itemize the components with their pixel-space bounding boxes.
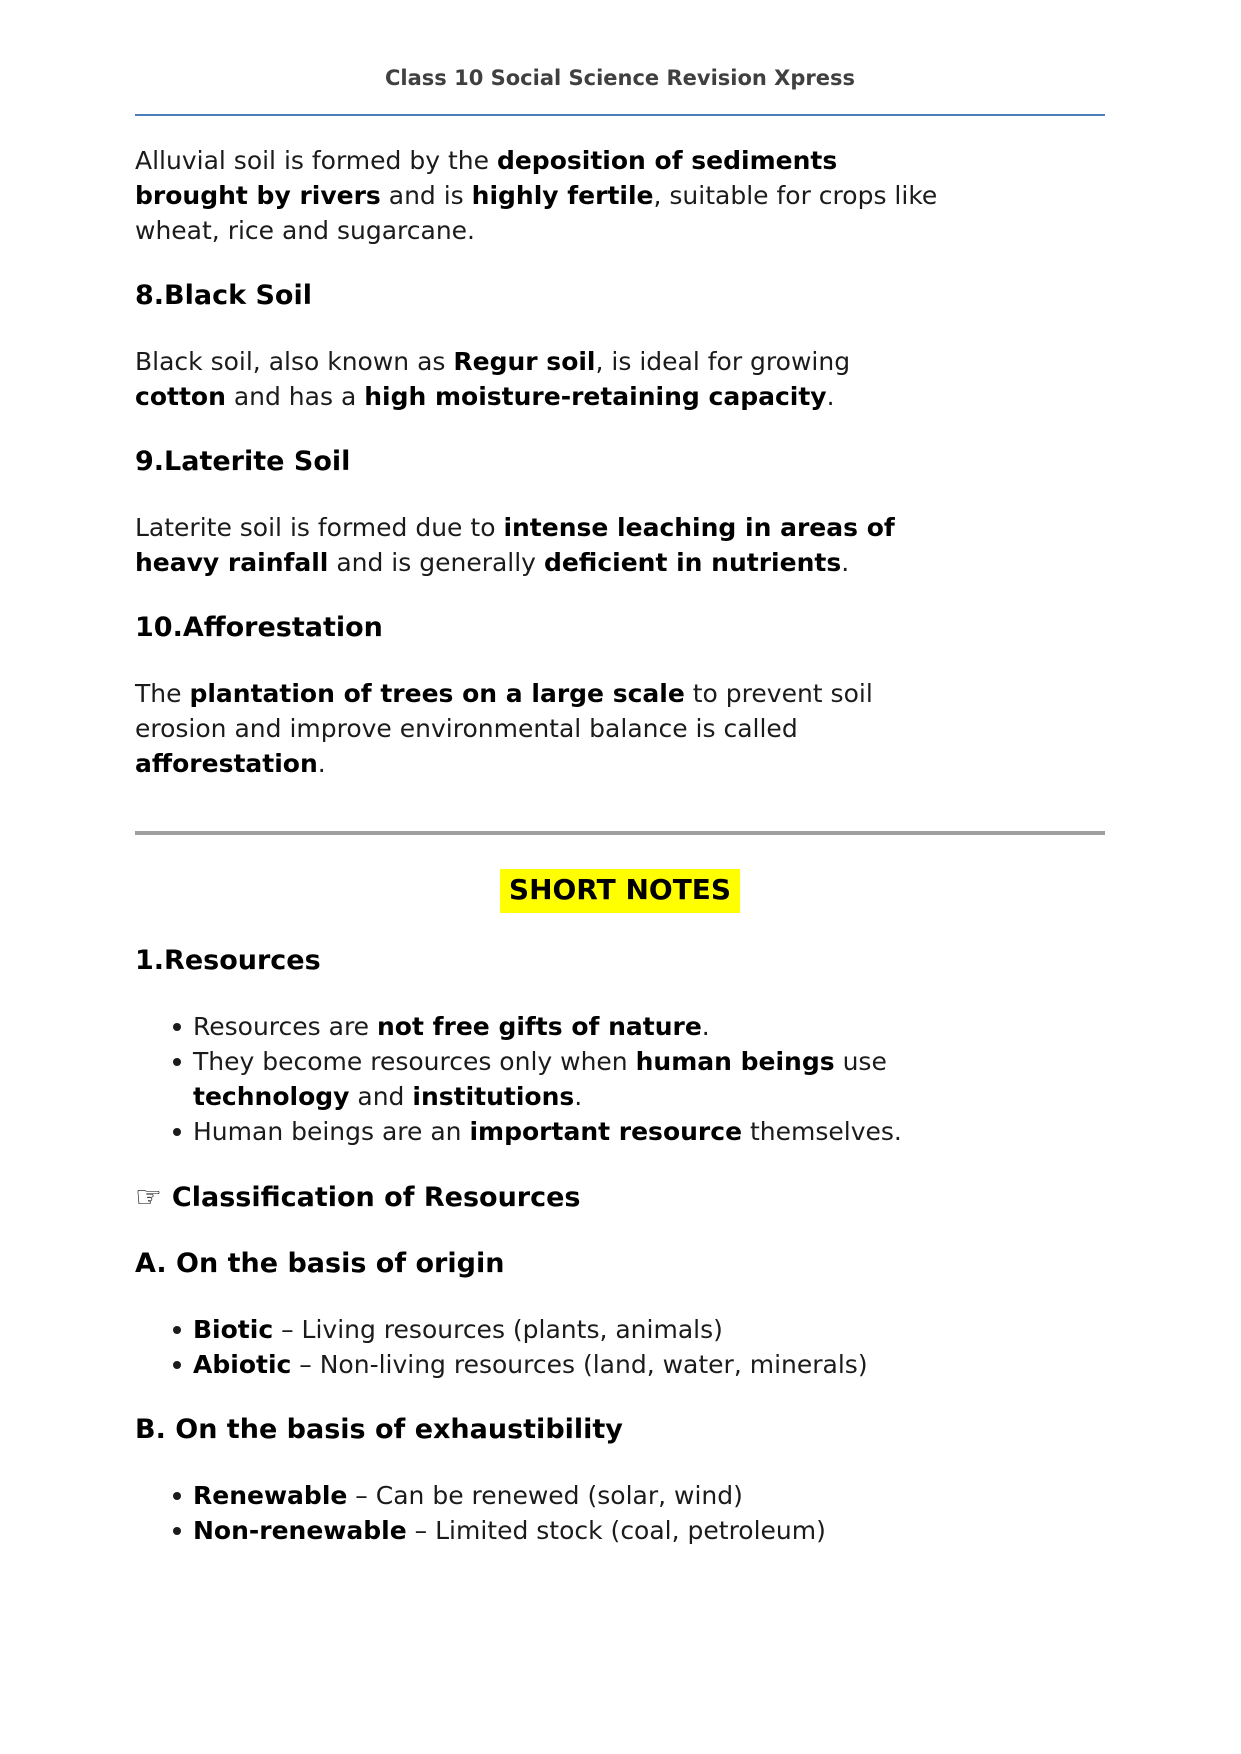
page-header-title: Class 10 Social Science Revision Xpress <box>385 66 855 90</box>
paragraph-afforestation: The plantation of trees on a large scale to prevent soil erosion and improve environmental balance is called afforestation. <box>135 679 873 778</box>
heading-laterite-soil: 9.Laterite Soil <box>135 446 351 477</box>
section-divider <box>135 831 1105 835</box>
bullet-item: Non-renewable – Limited stock (coal, petroleum) <box>135 1513 1105 1548</box>
heading-basis-of-exhaustibility: B. On the basis of exhaustibility <box>135 1414 623 1445</box>
pointing-hand-icon: ☞ <box>135 1180 162 1215</box>
origin-bullet-list <box>135 1312 1105 1382</box>
bullet-item: They become resources only when human beings use technology and institutions. <box>135 1044 1105 1114</box>
exhaustibility-bullet-list <box>135 1478 1105 1548</box>
bullet-item: Human beings are an important resource themselves. <box>135 1114 1105 1149</box>
heading-black-soil: 8.Black Soil <box>135 280 312 311</box>
document-content <box>135 143 1105 1548</box>
heading-classification <box>135 1179 1105 1216</box>
short-notes-highlighted-title: SHORT NOTES <box>500 869 740 913</box>
bullet-item: Abiotic – Non-living resources (land, water, minerals) <box>135 1347 1105 1382</box>
heading-classification-label: Classification of Resources <box>171 1182 581 1213</box>
paragraph-alluvial-soil: Alluvial soil is formed by the deposition of sediments brought by rivers and is highly fertile, suitable for crops like wheat, rice and sugarcane. <box>135 146 938 245</box>
heading-resources: 1.Resources <box>135 945 321 976</box>
paragraph-black-soil: Black soil, also known as Regur soil, is ideal for growing cotton and has a high moisture-retaining capacity. <box>135 347 851 411</box>
bullet-item: Resources are not free gifts of nature. <box>135 1009 1105 1044</box>
heading-afforestation: 10.Afforestation <box>135 612 383 643</box>
bullet-item: Renewable – Can be renewed (solar, wind) <box>135 1478 1105 1513</box>
page-header <box>135 0 1105 116</box>
bullet-item: Biotic – Living resources (plants, animals) <box>135 1312 1105 1347</box>
heading-basis-of-origin: A. On the basis of origin <box>135 1248 505 1279</box>
paragraph-laterite-soil: Laterite soil is formed due to intense leaching in areas of heavy rainfall and is generally deficient in nutrients. <box>135 513 895 577</box>
short-notes-heading-wrap <box>135 869 1105 913</box>
resources-bullet-list <box>135 1009 1105 1149</box>
